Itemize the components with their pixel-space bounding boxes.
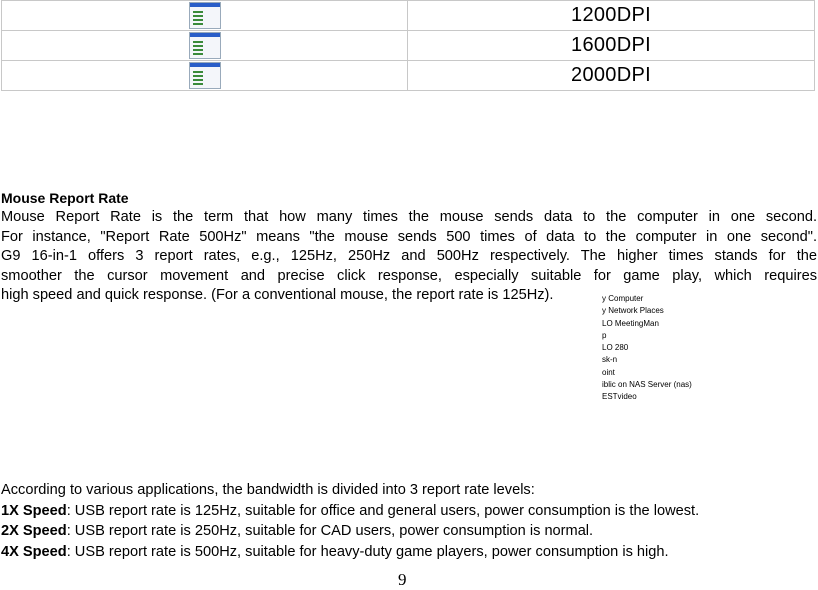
- speed-description: : USB report rate is 250Hz, suitable for CAD users, power consumption is normal.: [66, 523, 594, 539]
- levels-intro: According to various applications, the bandwidth is divided into 3 report rate levels:: [1, 482, 535, 498]
- menu-item: y Computer: [602, 294, 644, 303]
- menu-item: iblic on NAS Server (nas): [602, 380, 692, 390]
- list-item: [1, 542, 699, 563]
- menu-item: sk-n: [602, 355, 618, 365]
- settings-screenshot-icon: [189, 62, 221, 89]
- speed-label: 4X Speed: [1, 543, 67, 560]
- menu-fragment-image: [602, 293, 692, 404]
- menu-item: LO MeetingMan: [602, 318, 659, 328]
- menu-item: p: [602, 330, 607, 340]
- report-rate-levels: [1, 480, 699, 562]
- dpi-value: 2000DPI: [408, 61, 815, 91]
- list-item: [1, 521, 699, 542]
- speed-label: 2X Speed: [1, 523, 67, 539]
- paragraph-line: G9 16-in-1 offers 3 report rates, e.g., 125Hz, 250Hz and 500Hz respectively. The higher times stands for the: [1, 248, 817, 264]
- menu-item: ESTvideo: [602, 392, 637, 402]
- menu-item: oint: [602, 367, 615, 377]
- paragraph-line: high speed and quick response. (For a conventional mouse, the report rate is 125Hz).: [1, 287, 554, 303]
- dpi-table: [1, 0, 815, 91]
- dpi-value: 1600DPI: [408, 31, 815, 61]
- settings-screenshot-icon: [189, 2, 221, 29]
- table-row: [2, 31, 815, 61]
- thumbnail-cell: [2, 61, 408, 91]
- paragraph-line: Mouse Report Rate is the term that how many times the mouse sends data to the computer in one second.: [1, 209, 817, 225]
- paragraph-line: For instance, "Report Rate 500Hz" means "the mouse sends 500 times of data to the computer in one second".: [1, 228, 817, 245]
- speed-description: : USB report rate is 125Hz, suitable for office and general users, power consumption is the lowest.: [66, 502, 700, 519]
- settings-screenshot-icon: [189, 32, 221, 59]
- thumbnail-cell: [2, 1, 408, 31]
- list-item: [1, 501, 699, 522]
- speed-description: : USB report rate is 500Hz, suitable for heavy-duty game players, power consumption is high.: [66, 543, 669, 560]
- report-rate-paragraph: [1, 208, 817, 306]
- dpi-value: 1200DPI: [408, 1, 815, 31]
- speed-label: 1X Speed: [1, 502, 67, 519]
- page-number: 9: [398, 570, 407, 589]
- menu-item: LO 280: [602, 343, 629, 353]
- paragraph-line: smoother the cursor movement and precise click response, especially suitable for game play, which requires: [1, 267, 817, 284]
- table-row: [2, 61, 815, 91]
- menu-item: y Network Places: [602, 306, 664, 316]
- table-row: [2, 1, 815, 31]
- section-heading: Mouse Report Rate: [1, 190, 129, 206]
- thumbnail-cell: [2, 31, 408, 61]
